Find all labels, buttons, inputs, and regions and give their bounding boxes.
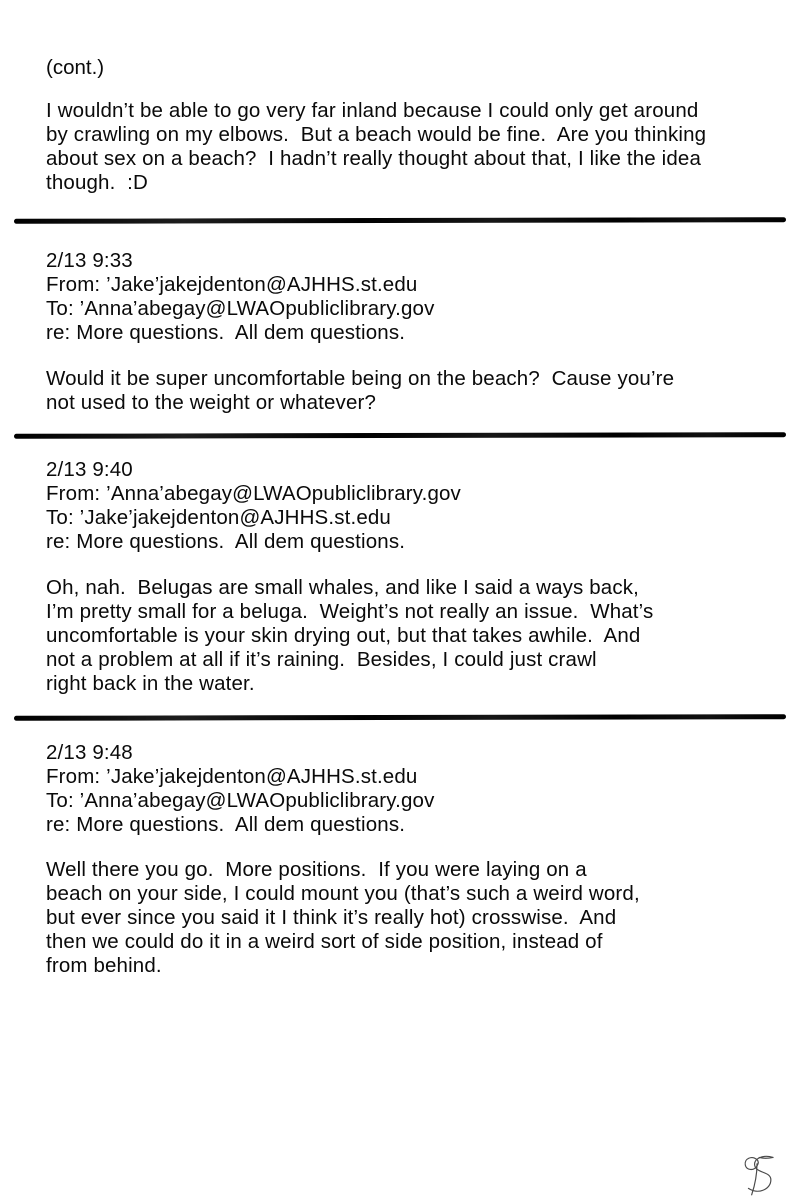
body-line: not used to the weight or whatever?: [46, 391, 377, 414]
email-header: [46, 249, 674, 345]
continued-paragraph: [46, 99, 706, 195]
body-line: I’m pretty small for a beluga. Weight’s not really an issue. What’s: [46, 600, 654, 623]
email-subject: re: More questions. All dem questions.: [46, 321, 406, 344]
email-from: From: ’Anna’abegay@LWAOpubliclibrary.gov: [46, 482, 461, 505]
body-line: beach on your side, I could mount you (that’s such a weird word,: [46, 882, 640, 905]
email-to: To: ’Anna’abegay@LWAOpubliclibrary.gov: [46, 297, 435, 320]
paragraph-line: about sex on a beach? I hadn’t really thought about that, I like the idea: [46, 147, 702, 170]
email-datetime: 2/13 9:33: [46, 249, 133, 272]
body-line: Well there you go. More positions. If you were laying on a: [46, 858, 587, 881]
email-header: [46, 741, 640, 837]
email-datetime: 2/13 9:40: [46, 458, 133, 481]
email-body: [46, 576, 653, 696]
body-line: then we could do it in a weird sort of side position, instead of: [46, 930, 603, 953]
email-subject: re: More questions. All dem questions.: [46, 530, 406, 553]
section-divider: [14, 432, 786, 439]
email-from: From: ’Jake’jakejdenton@AJHHS.st.edu: [46, 273, 418, 296]
body-line: uncomfortable is your skin drying out, but that takes awhile. And: [46, 624, 641, 647]
email-from: From: ’Jake’jakejdenton@AJHHS.st.edu: [46, 765, 418, 788]
section-divider: [14, 217, 786, 224]
paragraph-line: by crawling on my elbows. But a beach would be fine. Are you thinking: [46, 123, 707, 146]
email-header: [46, 458, 653, 554]
email-to: To: ’Anna’abegay@LWAOpubliclibrary.gov: [46, 789, 435, 812]
email-body: [46, 858, 640, 978]
handwritten-page-number: [733, 1150, 781, 1198]
body-line: right back in the water.: [46, 672, 255, 695]
body-line: Oh, nah. Belugas are small whales, and like I said a ways back,: [46, 576, 640, 599]
body-line: Would it be super uncomfortable being on the beach? Cause you’re: [46, 367, 675, 390]
email-message: [46, 458, 653, 696]
section-divider: [14, 714, 786, 721]
email-message: [46, 249, 674, 415]
paragraph-line: though. :D: [46, 171, 148, 194]
email-message: [46, 741, 640, 978]
email-body: [46, 367, 674, 415]
paragraph-line: I wouldn’t be able to go very far inland because I could only get around: [46, 99, 699, 122]
email-to: To: ’Jake’jakejdenton@AJHHS.st.edu: [46, 506, 391, 529]
body-line: but ever since you said it I think it’s really hot) crosswise. And: [46, 906, 617, 929]
body-line: from behind.: [46, 954, 162, 977]
continuation-label: (cont.): [46, 56, 105, 79]
email-subject: re: More questions. All dem questions.: [46, 813, 406, 836]
email-datetime: 2/13 9:48: [46, 741, 133, 764]
body-line: not a problem at all if it’s raining. Besides, I could just crawl: [46, 648, 597, 671]
